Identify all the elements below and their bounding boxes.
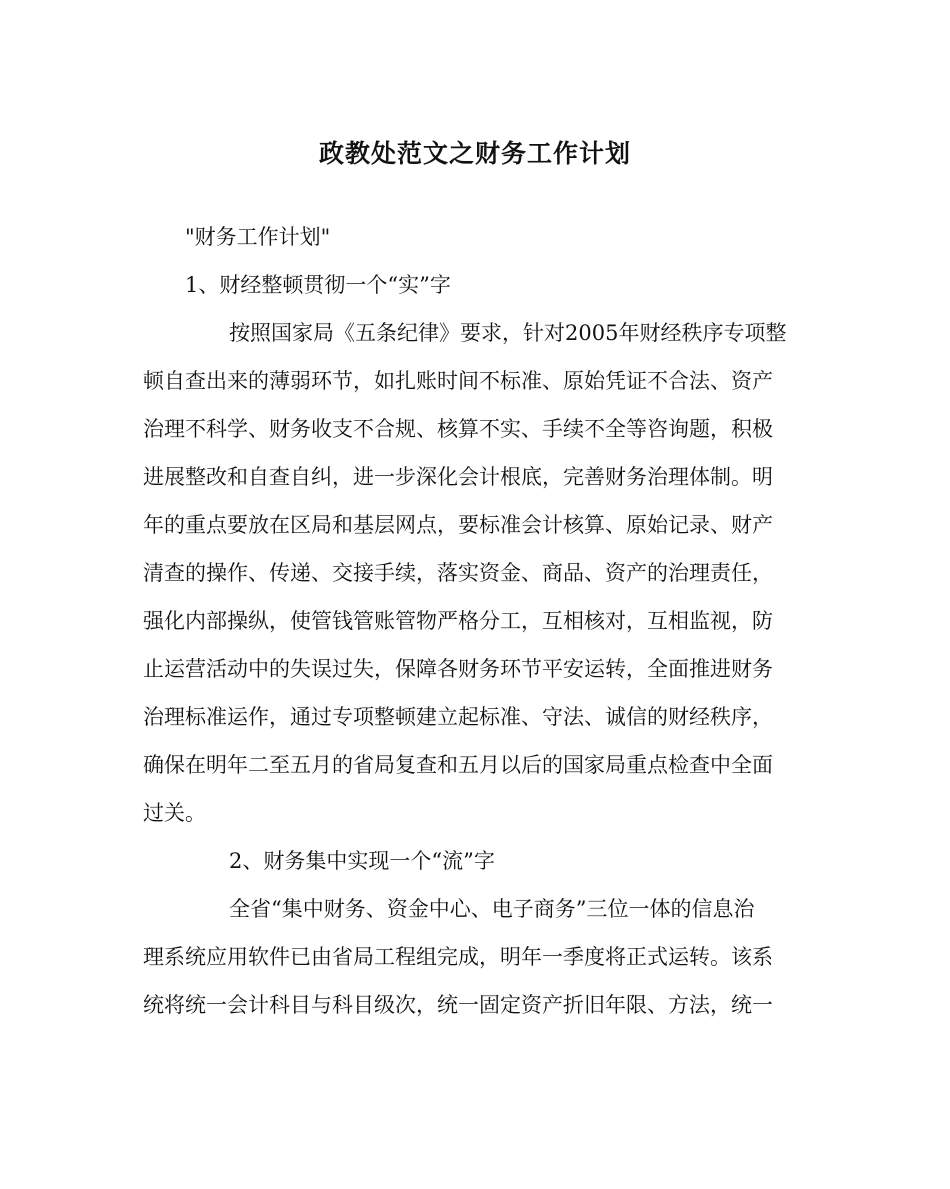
paragraph-2-line-3: 统将统一会计科目与科目级次，统一固定资产折旧年限、方法，统一 — [143, 993, 773, 1017]
section-heading-2: 2、财务集中实现一个“流”字 — [229, 849, 495, 873]
paragraph-1-line-10: 确保在明年二至五月的省局复查和五月以后的国家局重点检查中全面 — [143, 753, 773, 777]
section-heading-1: 1、财经整顿贯彻一个“实”字 — [185, 273, 451, 297]
paragraph-1-line-9: 治理标准运作，通过专项整顿建立起标准、守法、诚信的财经秩序， — [143, 705, 773, 729]
subtitle-line: "财务工作计划" — [185, 225, 331, 249]
document-title: 政教处范文之财务工作计划 — [318, 139, 631, 168]
paragraph-1-line-4: 进展整改和自查自纠，进一步深化会计根底，完善财务治理体制。明 — [143, 465, 773, 489]
paragraph-2-line-1: 全省“集中财务、资金中心、电子商务”三位一体的信息治 — [229, 897, 755, 921]
paragraph-1-line-1: 按照国家局《五条纪律》要求，针对2005年财经秩序专项整 — [229, 321, 787, 345]
paragraph-1-line-5: 年的重点要放在区局和基层网点，要标准会计核算、原始记录、财产 — [143, 513, 773, 537]
paragraph-1-line-3: 治理不科学、财务收支不合规、核算不实、手续不全等咨询题，积极 — [143, 417, 773, 441]
paragraph-1-line-7: 强化内部操纵，使管钱管账管物严格分工，互相核对，互相监视，防 — [143, 609, 773, 633]
paragraph-1-line-8: 止运营活动中的失误过失，保障各财务环节平安运转，全面推进财务 — [143, 657, 773, 681]
paragraph-1-line-2: 顿自查出来的薄弱环节，如扎账时间不标准、原始凭证不合法、资产 — [143, 369, 773, 393]
paragraph-1-line-6: 清查的操作、传递、交接手续，落实资金、商品、资产的治理责任， — [143, 561, 773, 585]
paragraph-2-line-2: 理系统应用软件已由省局工程组完成，明年一季度将正式运转。该系 — [143, 945, 773, 969]
paragraph-1-line-11: 过关。 — [143, 801, 206, 825]
